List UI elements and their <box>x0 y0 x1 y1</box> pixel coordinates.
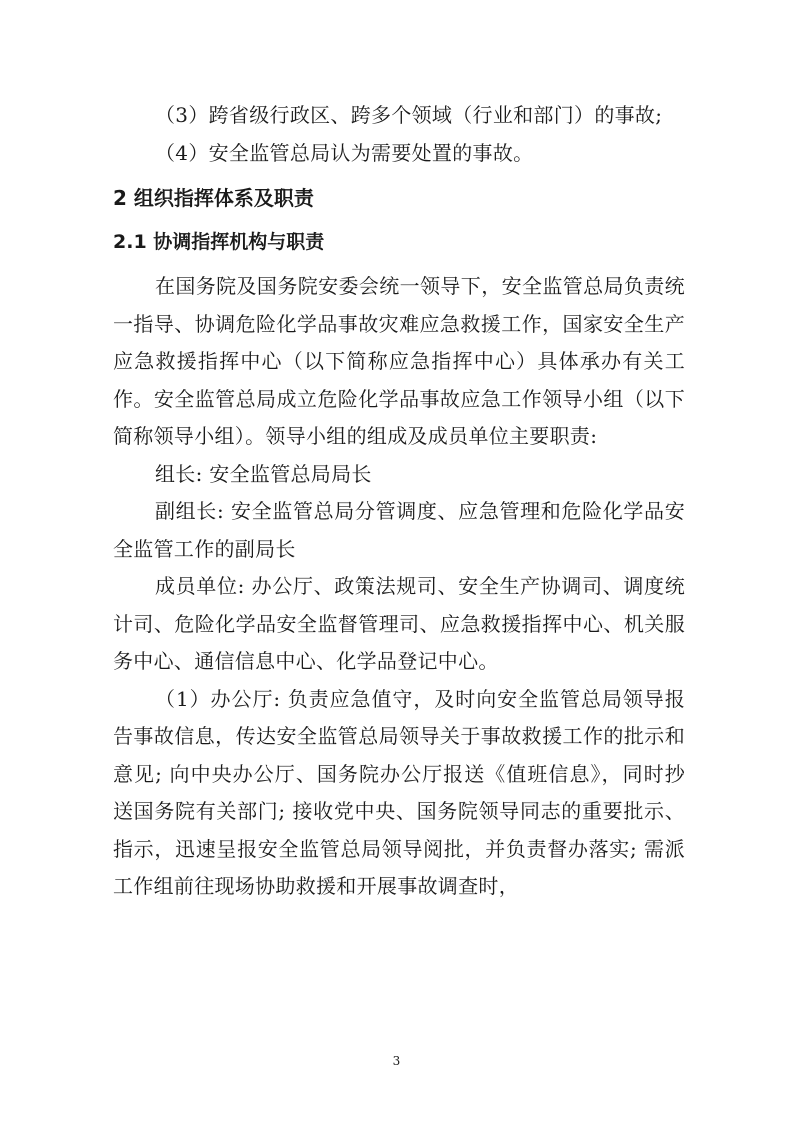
paragraph-deputy-leader: 副组长: 安全监管总局分管调度、应急管理和危险化学品安全监管工作的副局长 <box>113 499 685 561</box>
subsection-heading: 2.1 协调指挥机构与职责 <box>113 231 325 253</box>
paragraph-general-office: （1）办公厅: 负责应急值守，及时向安全监管总局领导报告事故信息，传达安全监管总局领导关于事故救援工作的批示和意见; 向中央办公厅、国务院办公厅报送《值班信息》，同时抄送国务院有关部门; 接收党中央、国务院领导同志的重要批示、指示，迅速呈报安全监管总局领导阅批，并负责督办落实; 需派工作组前往现场协助救援和开展事故调查时， <box>113 686 685 898</box>
paragraph-intro: 在国务院及国务院安委会统一领导下，安全监管总局负责统一指导、协调危险化学品事故灾难应急救援工作，国家安全生产应急救援指挥中心（以下简称应急指挥中心）具体承办有关工作。安全监管总局成立危险化学品事故应急工作领导小组（以下简称领导小组）。领导小组的组成及成员单位主要职责: <box>113 274 685 448</box>
section-heading: 2 组织指挥体系及职责 <box>113 186 314 210</box>
paragraph-item-4: （4）安全监管总局认为需要处置的事故。 <box>155 140 534 165</box>
paragraph-member-units: 成员单位: 办公厅、政策法规司、安全生产协调司、调度统计司、危险化学品安全监督管理司、应急救援指挥中心、机关服务中心、通信信息中心、化学品登记中心。 <box>113 574 685 673</box>
paragraph-leader: 组长: 安全监管总局局长 <box>155 461 372 486</box>
document-body <box>113 97 685 906</box>
page-number: 3 <box>392 1054 401 1068</box>
paragraph-item-3: （3）跨省级行政区、跨多个领域（行业和部门）的事故; <box>155 103 663 127</box>
